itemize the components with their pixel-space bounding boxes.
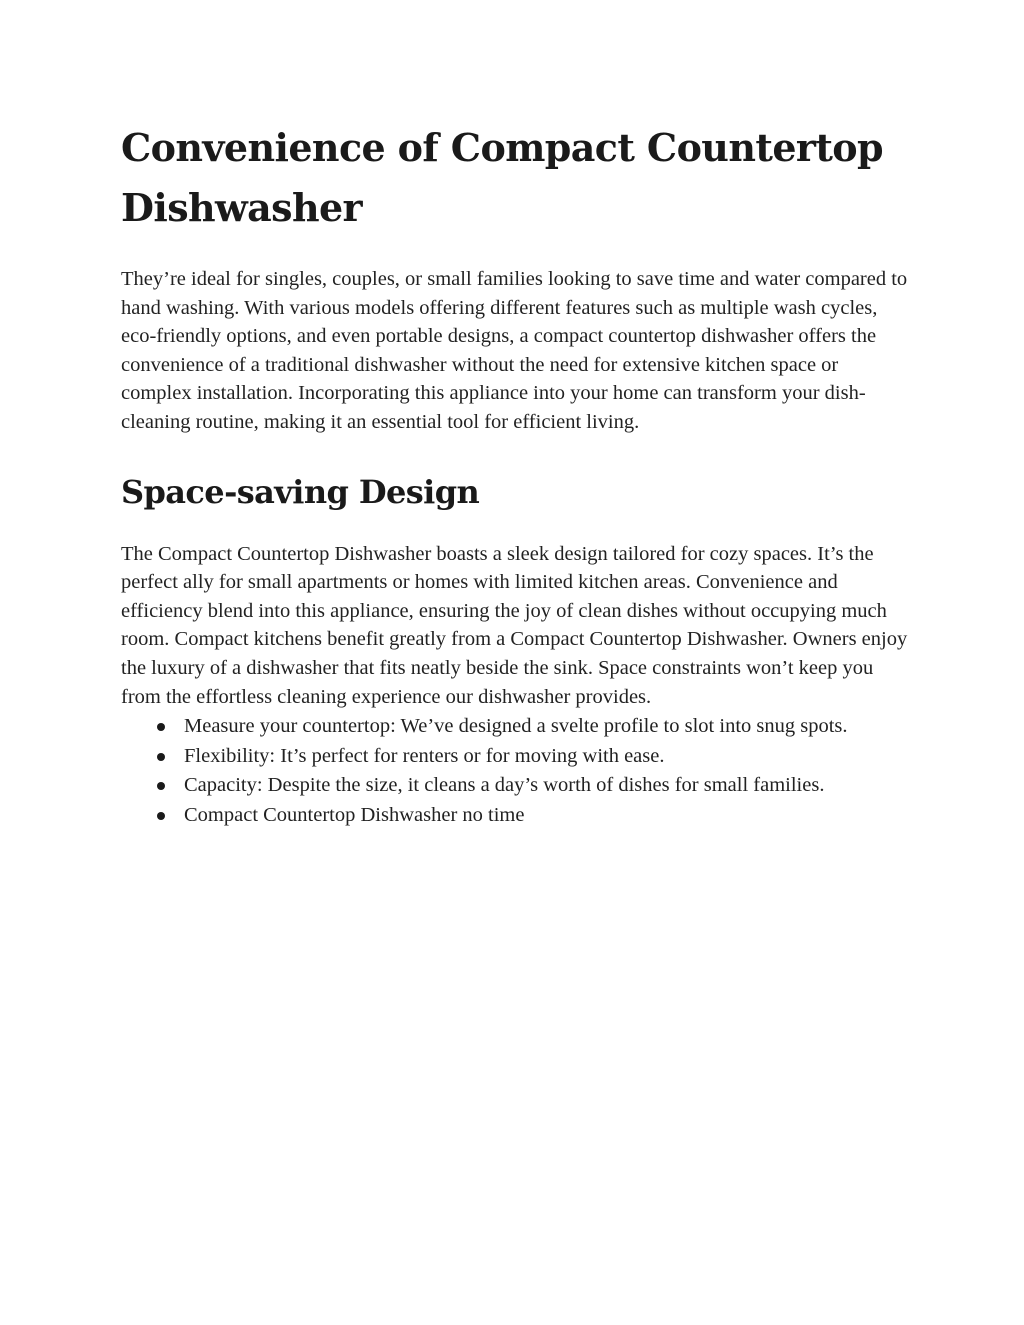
- list-item: [121, 771, 911, 801]
- document-page: [121, 118, 911, 831]
- bullet-icon: [157, 812, 165, 820]
- list-item-text: Flexibility: It’s perfect for renters or for moving with ease.: [184, 744, 665, 767]
- list-item: [121, 801, 911, 831]
- list-item-text: Capacity: Despite the size, it cleans a day’s worth of dishes for small families.: [184, 774, 825, 797]
- bullet-list: [121, 712, 911, 830]
- list-item: [121, 712, 911, 742]
- intro-paragraph: They’re ideal for singles, couples, or small families looking to save time and water compared to hand washing. With various models offering different features such as multiple wash cycles, eco-friendly options, and even portable designs, a compact countertop dishwasher offers the convenience of a traditional dishwasher without the need for extensive kitchen space or complex installation. Incorporating this appliance into your home can transform your dish-cleaning routine, making it an essential tool for efficient living.: [121, 268, 908, 433]
- list-item-text: Compact Countertop Dishwasher no time: [184, 803, 525, 826]
- page-title: Convenience of Compact Countertop Dishwasher: [121, 125, 883, 230]
- list-item: [121, 742, 911, 772]
- bullet-icon: [157, 782, 165, 790]
- bullet-icon: [157, 723, 165, 731]
- section-heading: Space-saving Design: [121, 472, 480, 511]
- bullet-icon: [157, 753, 165, 761]
- section-paragraph: The Compact Countertop Dishwasher boasts a sleek design tailored for cozy spaces. It’s the perfect ally for small apartments or homes with limited kitchen areas. Convenience and efficiency blend into this appliance, ensuring the joy of clean dishes without occupying much room. Compact kitchens benefit greatly from a Compact Countertop Dishwasher. Owners enjoy the luxury of a dishwasher that fits neatly beside the sink. Space constraints won’t keep you from the effortless cleaning experience our dishwasher provides.: [121, 542, 908, 708]
- list-item-text: Measure your countertop: We’ve designed a svelte profile to slot into snug spots.: [184, 715, 848, 738]
